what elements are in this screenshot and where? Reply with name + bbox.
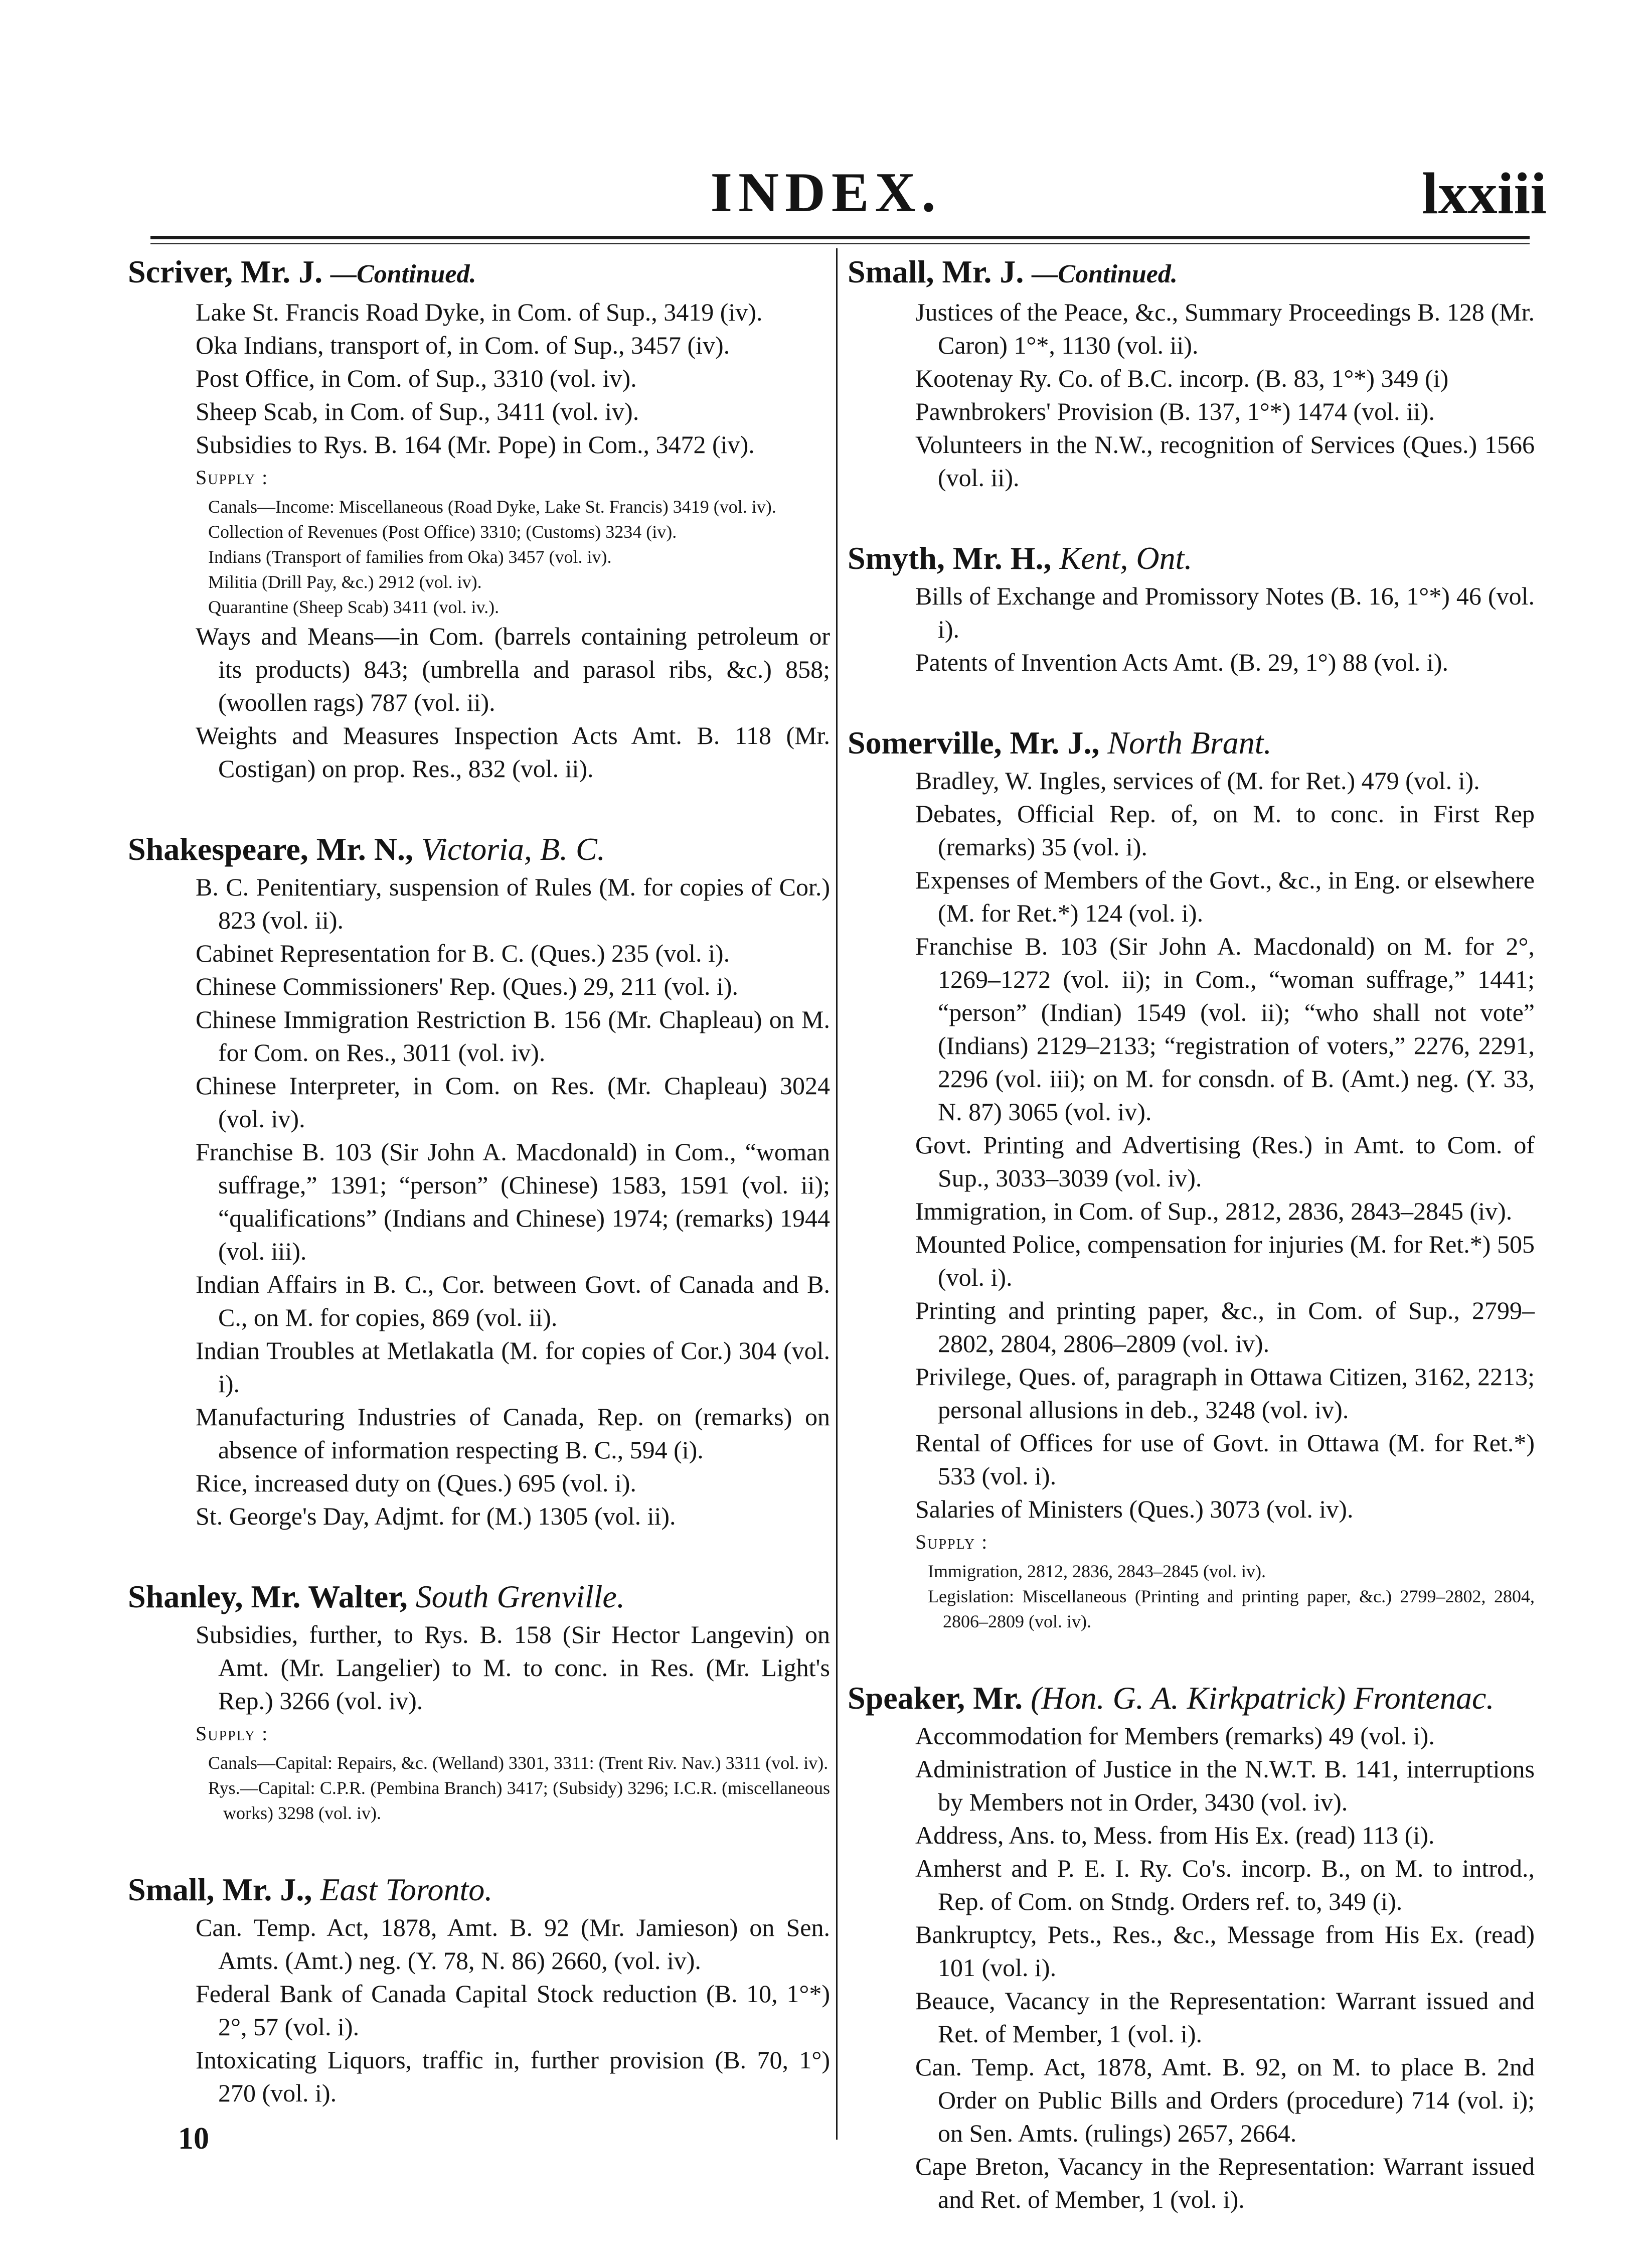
index-item: Chinese Commissioners' Rep. (Ques.) 29, 211 (vol. i). <box>196 972 739 1000</box>
index-item: Subsidies, further, to Rys. B. 158 (Sir Hector Langevin) on Amt. (Mr. Langelier) to M. to conc. in Res. (Mr. Light's Rep.) 3266 (vol. iv). <box>196 1620 830 1715</box>
index-item: Volunteers in the N.W., recognition of Services (Ques.) 1566 (vol. ii). <box>915 430 1535 492</box>
index-item: Chinese Immigration Restriction B. 156 (Mr. Chapleau) on M. for Com. on Res., 3011 (vol. iv). <box>196 1005 830 1067</box>
index-item: Bills of Exchange and Promissory Notes (B. 16, 1°*) 46 (vol. i). <box>915 582 1535 643</box>
index-item: Subsidies to Rys. B. 164 (Mr. Pope) in Com., 3472 (iv). <box>196 430 755 459</box>
member-name: Shanley, Mr. Walter, <box>128 1579 408 1614</box>
index-item: Chinese Interpreter, in Com. on Res. (Mr. Chapleau) 3024 (vol. iv). <box>196 1072 830 1133</box>
index-item: Federal Bank of Canada Capital Stock reduction (B. 10, 1°*) 2°, 57 (vol. i). <box>196 1980 830 2041</box>
index-item: Kootenay Ry. Co. of B.C. incorp. (B. 83, 1°*) 349 (i) <box>915 364 1449 392</box>
index-item: Franchise B. 103 (Sir John A. Macdonald) on M. for 2°, 1269–1272 (vol. ii); in Com., “woman suffrage,” 1441; “person” (Indian) 1549 (vol. ii); “who shall not vote” (Indians) 2129–2133; “registration of voters,” 2276, 2291, 2296 (vol. iii); on M. for consdn. of B. (Amt.) neg. (Y. 33, N. 87) 3065 (vol. iv). <box>915 932 1535 1126</box>
index-entry <box>128 251 830 785</box>
supply-item: Legislation: Miscellaneous (Printing and printing paper, &c.) 2799–2802, 2804, 2806–2809 (vol. iv). <box>928 1586 1535 1631</box>
member-name: Small, Mr. J. <box>848 254 1024 289</box>
entry-heading <box>128 828 830 870</box>
member-name: Small, Mr. J., <box>128 1872 312 1907</box>
index-item: Bradley, W. Ingles, services of (M. for Ret.) 479 (vol. i). <box>915 767 1480 795</box>
index-item: B. C. Penitentiary, suspension of Rules (M. for copies of Cor.) 823 (vol. ii). <box>196 873 830 934</box>
index-item: Rental of Offices for use of Govt. in Ottawa (M. for Ret.*) 533 (vol. i). <box>915 1429 1535 1490</box>
member-constituency: East Toronto. <box>320 1872 493 1907</box>
index-entry <box>128 1869 830 2110</box>
index-item: Privilege, Ques. of, paragraph in Ottawa Citizen, 3162, 2213; personal allusions in deb., 3248 (vol. iv). <box>915 1363 1535 1424</box>
member-constituency: Kent, Ont. <box>1059 540 1193 576</box>
supply-item: Indians (Transport of families from Oka) 3457 (vol. iv). <box>208 547 612 567</box>
index-entry <box>128 828 830 1533</box>
index-item: Accommodation for Members (remarks) 49 (vol. i). <box>915 1722 1435 1750</box>
index-item: Can. Temp. Act, 1878, Amt. B. 92, on M. to place B. 2nd Order on Public Bills and Orders (procedure) 714 (vol. i); on Sen. Amts. (rulings) 2657, 2664. <box>915 2053 1535 2147</box>
index-item: Can. Temp. Act, 1878, Amt. B. 92 (Mr. Jamieson) on Sen. Amts. (Amt.) neg. (Y. 78, N. 86) 2660, (vol. iv). <box>196 1913 830 1975</box>
index-item: Justices of the Peace, &c., Summary Proceedings B. 128 (Mr. Caron) 1°*, 1130 (vol. ii). <box>915 298 1535 359</box>
index-item: Salaries of Ministers (Ques.) 3073 (vol. iv). <box>915 1495 1354 1523</box>
supply-label: Supply : <box>915 1531 988 1553</box>
index-item: Ways and Means—in Com. (barrels containing petroleum or its products) 843; (umbrella and parasol ribs, &c.) 858; (woollen rags) 787 (vol. ii). <box>196 622 830 716</box>
column-divider <box>836 248 838 2140</box>
supply-item: Quarantine (Sheep Scab) 3411 (vol. iv.). <box>208 597 500 617</box>
index-item: Amherst and P. E. I. Ry. Co's. incorp. B., on M. to introd., Rep. of Com. on Stndg. Orders ref. to, 349 (i). <box>915 1854 1535 1915</box>
entry-heading <box>848 1677 1535 1719</box>
signature-mark: 10 <box>178 2122 209 2156</box>
index-entry <box>128 1576 830 1826</box>
entry-heading <box>128 1869 830 1911</box>
index-item: Govt. Printing and Advertising (Res.) in Amt. to Com. of Sup., 3033–3039 (vol. iv). <box>915 1131 1535 1192</box>
member-name: Smyth, Mr. H., <box>848 540 1052 576</box>
entry-heading <box>128 251 830 295</box>
left-column <box>128 251 830 2153</box>
member-constituency: North Brant. <box>1107 725 1272 761</box>
index-item: Patents of Invention Acts Amt. (B. 29, 1°) 88 (vol. i). <box>915 648 1448 676</box>
page-header <box>0 150 1652 231</box>
index-item: Immigration, in Com. of Sup., 2812, 2836, 2843–2845 (iv). <box>915 1197 1513 1225</box>
index-item: Debates, Official Rep. of, on M. to conc. in First Rep (remarks) 35 (vol. i). <box>915 800 1535 861</box>
index-item: Lake St. Francis Road Dyke, in Com. of Sup., 3419 (iv). <box>196 298 763 326</box>
entry-heading <box>848 537 1535 579</box>
index-entry <box>848 537 1535 679</box>
index-item: Indian Troubles at Metlakatla (M. for copies of Cor.) 304 (vol. i). <box>196 1336 830 1398</box>
supply-label: Supply : <box>196 1722 269 1745</box>
index-item: Beauce, Vacancy in the Representation: Warrant issued and Ret. of Member, 1 (vol. i). <box>915 1987 1535 2048</box>
index-item: Post Office, in Com. of Sup., 3310 (vol. iv). <box>196 364 637 392</box>
member-name: Shakespeare, Mr. N., <box>128 831 413 867</box>
supply-item: Canals—Capital: Repairs, &c. (Welland) 3301, 3311: (Trent Riv. Nav.) 3311 (vol. iv). <box>208 1753 829 1773</box>
index-item: Oka Indians, transport of, in Com. of Sup., 3457 (iv). <box>196 331 730 359</box>
member-constituency: —Continued. <box>1032 260 1178 288</box>
header-rule-thin <box>150 243 1530 244</box>
supply-item: Rys.—Capital: C.P.R. (Pembina Branch) 3417; (Subsidy) 3296; I.C.R. (miscellaneous works) 3298 (vol. iv). <box>208 1778 830 1823</box>
index-item: Administration of Justice in the N.W.T. B. 141, interruptions by Members not in Order, 3430 (vol. iv). <box>915 1755 1535 1816</box>
supply-item: Canals—Income: Miscellaneous (Road Dyke, Lake St. Francis) 3419 (vol. iv). <box>208 497 776 517</box>
index-item: Franchise B. 103 (Sir John A. Macdonald) in Com., “woman suffrage,” 1391; “person” (Chinese) 1583, 1591 (vol. ii); “qualifications” (Indians and Chinese) 1974; (remarks) 1944 (vol. iii). <box>196 1138 830 1265</box>
member-name: Scriver, Mr. J. <box>128 254 323 289</box>
index-item: Indian Affairs in B. C., Cor. between Govt. of Canada and B. C., on M. for copies, 869 (vol. ii). <box>196 1270 830 1331</box>
index-item: Cabinet Representation for B. C. (Ques.) 235 (vol. i). <box>196 939 730 967</box>
index-item: Rice, increased duty on (Ques.) 695 (vol. i). <box>196 1469 636 1497</box>
index-item: Cape Breton, Vacancy in the Representation: Warrant issued and Ret. of Member, 1 (vol. i). <box>915 2152 1535 2213</box>
index-item: Manufacturing Industries of Canada, Rep. on (remarks) on absence of information respecting B. C., 594 (i). <box>196 1403 830 1464</box>
header-rule <box>150 236 1530 239</box>
index-item: Printing and printing paper, &c., in Com. of Sup., 2799–2802, 2804, 2806–2809 (vol. iv). <box>915 1296 1535 1358</box>
index-item: Pawnbrokers' Provision (B. 137, 1°*) 1474 (vol. ii). <box>915 397 1435 425</box>
supply-item: Militia (Drill Pay, &c.) 2912 (vol. iv). <box>208 572 482 592</box>
index-entry <box>848 1677 1535 2216</box>
index-item: Intoxicating Liquors, traffic in, further provision (B. 70, 1°) 270 (vol. i). <box>196 2046 830 2107</box>
index-item: Mounted Police, compensation for injuries (M. for Ret.*) 505 (vol. i). <box>915 1230 1535 1291</box>
member-name: Somerville, Mr. J., <box>848 725 1100 761</box>
index-item: Sheep Scab, in Com. of Sup., 3411 (vol. iv). <box>196 397 639 425</box>
entry-heading <box>848 722 1535 764</box>
page-number: lxxiii <box>1421 161 1547 226</box>
member-constituency: South Grenville. <box>415 1579 625 1614</box>
member-constituency: Victoria, B. C. <box>421 831 605 867</box>
index-item: Address, Ans. to, Mess. from His Ex. (read) 113 (i). <box>915 1821 1435 1849</box>
entry-heading <box>848 251 1535 295</box>
member-constituency: —Continued. <box>331 260 476 288</box>
supply-label: Supply : <box>196 466 269 489</box>
entry-heading <box>128 1576 830 1618</box>
index-item: Bankruptcy, Pets., Res., &c., Message from His Ex. (read) 101 (vol. i). <box>915 1920 1535 1982</box>
supply-item: Immigration, 2812, 2836, 2843–2845 (vol. iv). <box>928 1561 1266 1581</box>
index-item: Expenses of Members of the Govt., &c., in Eng. or elsewhere (M. for Ret.*) 124 (vol. i). <box>915 866 1535 927</box>
index-item: Weights and Measures Inspection Acts Amt. B. 118 (Mr. Costigan) on prop. Res., 832 (vol. ii). <box>196 721 830 783</box>
right-column <box>848 251 1535 2259</box>
supply-item: Collection of Revenues (Post Office) 3310; (Customs) 3234 (iv). <box>208 522 677 542</box>
index-item: St. George's Day, Adjmt. for (M.) 1305 (vol. ii). <box>196 1502 676 1530</box>
page-title: INDEX. <box>710 162 942 224</box>
index-entry <box>848 251 1535 494</box>
index-entry <box>848 722 1535 1634</box>
member-constituency: (Hon. G. A. Kirkpatrick) Frontenac. <box>1031 1680 1495 1716</box>
member-name: Speaker, Mr. <box>848 1680 1023 1716</box>
